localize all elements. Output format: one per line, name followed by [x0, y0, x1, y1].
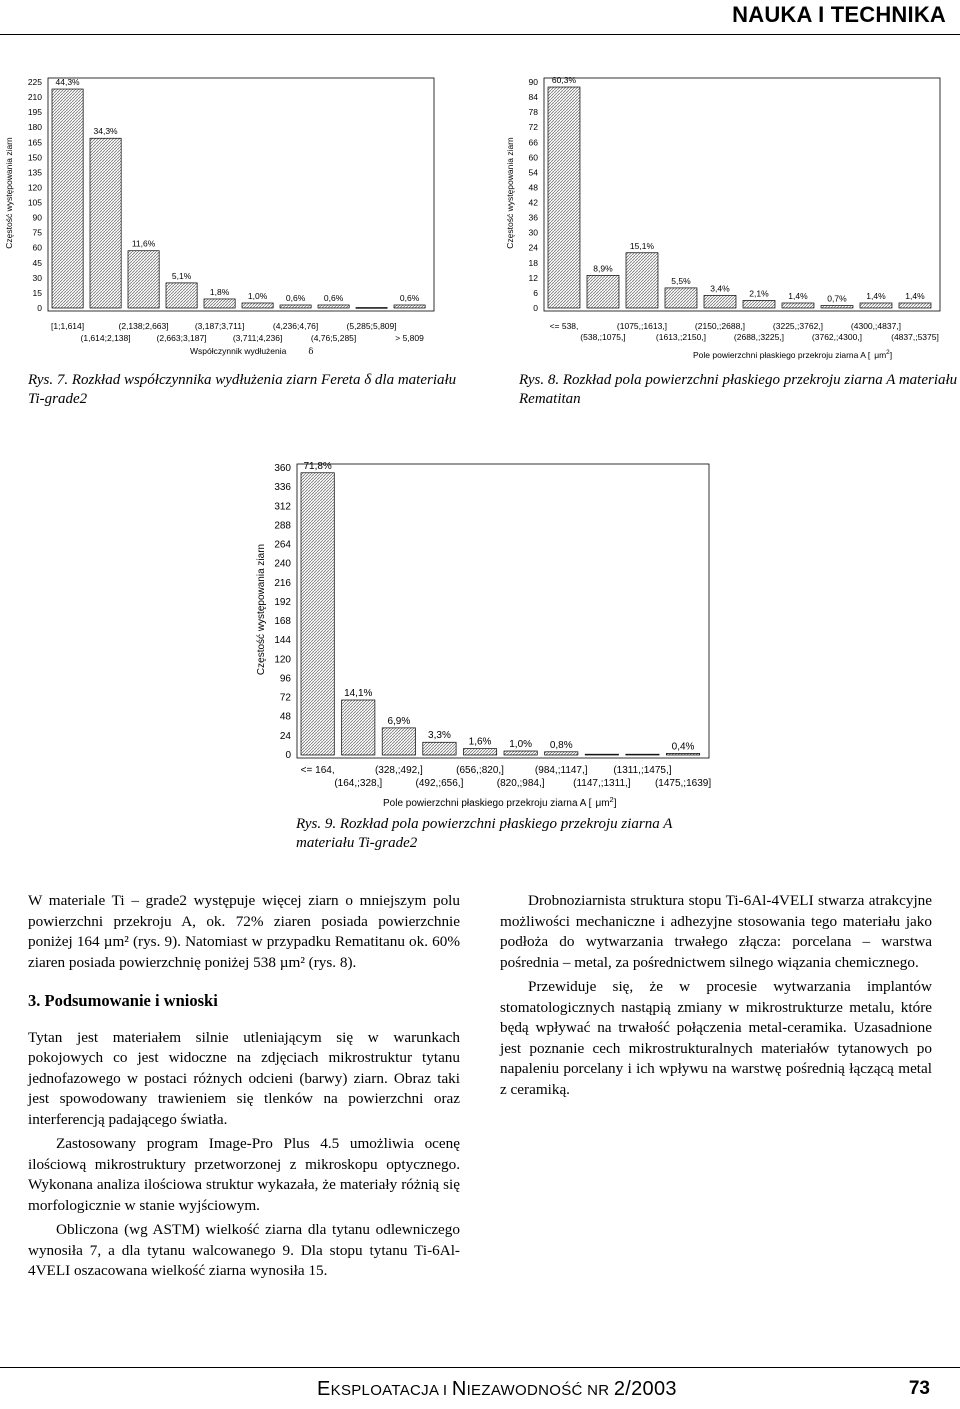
data-label: 5,5% — [671, 275, 691, 286]
bar — [280, 305, 311, 308]
y-tick-label: 54 — [528, 167, 538, 178]
data-label: 1,0% — [247, 290, 268, 301]
y-tick-label: 195 — [27, 107, 42, 118]
y-tick-label: 96 — [279, 673, 291, 685]
paragraph-structure: Drobnoziarnista struktura stopu Ti-6Al-4VELI stwarza atrakcyjne możliwości mechaniczne i adhezyjne stosowania tego materiału jako podłoża do wytwarzania trwałego złącza: porcelana – warstwa pośrednia – metal, za pośrednictwem silnego wiązania chemicznego. — [500, 892, 932, 971]
data-label: 34,3% — [93, 126, 118, 137]
section-heading: 3. Podsumowanie i wnioski — [28, 991, 218, 1010]
data-label: 2,1% — [749, 288, 769, 299]
y-axis-label: Częstość występowania ziarn — [505, 137, 515, 249]
y-tick-label: 75 — [32, 227, 42, 238]
y-tick-label: 6 — [533, 287, 538, 298]
x-tick-label: (1147,;1311,] — [573, 778, 631, 789]
bar — [626, 253, 658, 308]
bar — [899, 303, 931, 308]
caption-fig7: Rys. 7. Rozkład współczynnika wydłużenia ziarn Fereta δ dla materiału Ti-grade2 — [28, 372, 457, 407]
data-label: 6,9% — [387, 715, 411, 727]
bar — [665, 288, 697, 308]
data-label: 0,6% — [399, 292, 420, 303]
y-tick-label: 90 — [528, 77, 538, 87]
bar — [463, 749, 496, 755]
data-label: 71,8% — [303, 460, 332, 472]
data-label: 1,8% — [209, 286, 230, 297]
y-tick-label: 84 — [528, 92, 538, 103]
data-label: 1,4% — [866, 290, 886, 301]
data-label: 44,3% — [55, 77, 80, 88]
y-tick-label: 150 — [27, 152, 42, 163]
right-column — [500, 891, 932, 1100]
y-tick-label: 48 — [279, 711, 291, 723]
y-tick-label: 288 — [274, 520, 291, 532]
bar — [704, 295, 736, 308]
x-tick-label: (1075,;1613,] — [616, 321, 668, 331]
y-tick-label: 18 — [528, 257, 538, 268]
y-tick-label: 360 — [274, 463, 291, 474]
data-label: 3,3% — [428, 730, 451, 742]
page-number: 73 — [908, 1378, 930, 1399]
y-tick-label: 210 — [27, 92, 42, 103]
x-tick-label: (328,;492,] — [374, 765, 423, 776]
bar — [301, 473, 334, 755]
y-tick-label: 15 — [32, 287, 42, 298]
data-label: 3,4% — [710, 283, 730, 294]
bar — [204, 299, 235, 308]
y-tick-label: 192 — [274, 596, 291, 608]
x-tick-label: (1475,;1639] — [654, 778, 712, 789]
y-tick-label: 30 — [528, 227, 538, 238]
x-tick-label: (1613,;2150,] — [655, 332, 707, 342]
data-label: 0,8% — [549, 739, 573, 751]
x-tick-label: (3,187;3,711] — [194, 321, 245, 331]
paragraph-oxidation: Tytan jest materiałem silnie utleniającym się w warunkach pokojowych co jest widoczne na zdjęciach mikrostruktur tytanu jednofazowego w postaci różnych odcieni (barwy) ziarn. Obraz taki jest spowodowany trawieniem się tlenków na powierzchni oraz interferencją padającego światła. — [28, 1028, 460, 1128]
x-axis-label: Pole powierzchni płaskiego przekroju ziarna A [ $\mu m^2$] — [383, 795, 617, 809]
bar — [423, 742, 456, 755]
chart-fig7 — [0, 72, 460, 372]
y-tick-label: 216 — [274, 577, 291, 589]
bar — [90, 138, 121, 308]
x-tick-label: <= 538, — [549, 321, 579, 331]
y-tick-label: 144 — [274, 635, 291, 647]
bar — [548, 87, 580, 308]
data-label: 1,4% — [905, 290, 925, 301]
bar — [318, 305, 349, 308]
y-tick-label: 0 — [37, 303, 42, 313]
x-tick-label: (1,614;2,138] — [80, 333, 131, 343]
y-tick-label: 60 — [528, 152, 538, 163]
y-tick-label: 78 — [528, 107, 538, 118]
y-tick-label: 48 — [528, 182, 538, 193]
y-tick-label: 12 — [528, 272, 538, 283]
y-tick-label: 60 — [32, 242, 42, 253]
x-tick-label: <= 164, — [300, 765, 335, 776]
x-tick-label: (3,711;4,236] — [232, 333, 283, 343]
y-tick-label: 66 — [528, 137, 538, 148]
x-tick-label: (4,236;4,76] — [272, 321, 319, 331]
x-tick-label: (2,138;2,663] — [118, 321, 169, 331]
chart-fig8 — [497, 72, 960, 372]
y-tick-label: 336 — [274, 482, 291, 494]
x-tick-label: (1311,;1475,] — [613, 765, 672, 776]
x-tick-label: (538,;1075,] — [580, 332, 626, 342]
y-tick-label: 264 — [274, 539, 291, 551]
bar — [585, 754, 618, 755]
data-label: 11,6% — [131, 238, 156, 249]
y-tick-label: 24 — [279, 730, 291, 742]
paragraph-software: Zastosowany program Image-Pro Plus 4.5 umożliwia ocenę ilościową mikrostruktury przetworzonej z mikroskopu optycznego. Wykonana analiza ilościowa struktur wykazała, że materiały różnią się morfologicznie w stanie wyjściowym. — [28, 1135, 460, 1214]
x-tick-label: (492,;656,] — [415, 778, 464, 789]
bar — [356, 307, 387, 308]
bar — [394, 305, 425, 308]
y-tick-label: 225 — [27, 77, 42, 87]
x-tick-label: (656,;820,] — [456, 765, 504, 776]
bar — [545, 752, 578, 755]
header-rule — [0, 34, 960, 35]
section-title: NAUKA I TECHNIKA — [732, 2, 946, 27]
x-tick-label: (4300,;4837,] — [850, 321, 902, 331]
y-tick-label: 135 — [27, 167, 42, 178]
y-tick-label: 45 — [32, 257, 42, 268]
left-column — [28, 891, 460, 1282]
y-axis-label: Częstość występowania ziarn — [4, 137, 14, 249]
y-tick-label: 42 — [528, 197, 538, 208]
x-tick-label: (2688,;3225,] — [733, 332, 785, 342]
data-label: 0,7% — [827, 293, 847, 304]
y-tick-label: 120 — [274, 654, 291, 666]
y-tick-label: 0 — [285, 750, 291, 761]
data-label: 60,3% — [551, 75, 577, 86]
data-label: 14,1% — [344, 687, 373, 699]
y-tick-label: 30 — [32, 272, 42, 283]
bar — [587, 275, 619, 308]
data-label: 0,6% — [323, 292, 344, 303]
x-tick-label: (4,76;5,285] — [310, 333, 357, 343]
y-tick-label: 165 — [27, 137, 42, 148]
footer-rule — [0, 1367, 960, 1368]
bar — [52, 89, 83, 308]
y-tick-label: 24 — [528, 242, 538, 253]
y-tick-label: 0 — [533, 303, 538, 313]
x-axis-label: Współczynnik wydłużenia δ — [190, 346, 314, 357]
data-label: 8,9% — [593, 263, 613, 274]
data-label: 1,4% — [788, 290, 808, 301]
chart-fig9 — [248, 450, 718, 815]
bar — [666, 753, 699, 755]
data-label: 5,1% — [171, 270, 192, 281]
x-tick-label: (820,;984,] — [496, 778, 545, 789]
bar — [242, 303, 273, 308]
x-axis-label: Pole powierzchni płaskiego przekroju ziarna A [ $\mu m^2$] — [693, 349, 893, 360]
paragraph-results: W materiale Ti – grade2 występuje więcej ziarn o mniejszym polu powierzchni przekroju A, ok. 72% ziaren posiada powierzchnie poniżej 164 µm² (rys. 9). Natomiast w przypadku Rematitanu ok. 60% ziaren posiada powierzchnię poniżej 538 µm² (rys. 8). — [28, 892, 460, 971]
x-tick-label: (984,;1147,] — [534, 765, 588, 776]
bar — [860, 303, 892, 308]
paragraph-forecast: Przewiduje się, że w procesie wytwarzania implantów stomatologicznych nastąpią zmiany w mikrostrukturze metalu, które będą wpływać na trwałość połączenia metal-ceramika. Uzasadnione jest poznanie cech mikrostrukturalnych materiałów tytanowych po napaleniu porcelany i ich wpływu na warstwę pośrednią łączącą metal z ceramiką. — [500, 978, 932, 1098]
bar — [128, 251, 159, 308]
data-label: 0,4% — [671, 741, 695, 753]
x-tick-label: (164,;328,] — [334, 778, 383, 789]
data-label: 1,0% — [509, 739, 533, 751]
y-tick-label: 180 — [27, 122, 42, 133]
bar — [504, 751, 537, 755]
data-label: 1,6% — [468, 736, 492, 748]
y-tick-label: 72 — [279, 692, 291, 704]
bar — [821, 305, 853, 308]
page-header — [0, 0, 960, 34]
bar — [342, 700, 375, 755]
bar — [743, 300, 775, 308]
data-label: 15,1% — [629, 240, 655, 251]
y-tick-label: 36 — [528, 212, 538, 223]
caption-fig8: Rys. 8. Rozkład pola powierzchni płaskiego przekroju ziarna A materiału Rematitan — [519, 372, 958, 407]
y-tick-label: 312 — [274, 501, 291, 513]
bar — [382, 728, 415, 755]
x-tick-label: (3762,;4300,] — [811, 332, 863, 342]
x-tick-label: (2,663;3,187] — [156, 333, 207, 343]
caption-fig9: Rys. 9. Rozkład pola powierzchni płaskiego przekroju ziarna A materiału Ti-grade2 — [296, 816, 673, 851]
y-axis-label: Częstość występowania ziarn — [256, 543, 267, 676]
x-tick-label: (4837,;5375] — [891, 332, 939, 342]
y-tick-label: 105 — [27, 197, 42, 208]
x-tick-label: > 5,809 — [395, 333, 424, 343]
x-tick-label: (5,285;5,809] — [346, 321, 397, 331]
y-tick-label: 90 — [32, 212, 42, 223]
y-tick-label: 168 — [274, 616, 291, 628]
y-tick-label: 120 — [27, 182, 42, 193]
bar — [782, 303, 814, 308]
y-tick-label: 72 — [528, 122, 538, 133]
y-tick-label: 240 — [274, 558, 291, 570]
journal-name: EKSPLOATACJA I NIEZAWODNOŚĆ NR 2/2003 — [317, 1378, 677, 1400]
data-label: 0,6% — [285, 292, 306, 303]
x-tick-label: (3225,;3762,] — [772, 321, 824, 331]
bar — [626, 754, 659, 755]
bar — [166, 283, 197, 308]
x-tick-label: (2150,;2688,] — [694, 321, 746, 331]
x-tick-label: [1;1,614] — [51, 321, 85, 331]
paragraph-grain-size: Obliczona (wg ASTM) wielkość ziarna dla tytanu odlewniczego wynosiła 7, a dla tytanu walcowanego 9. Dla stopu tytanu Ti-6Al-4VELI oszacowana wielkość ziarna wynosiła 15. — [28, 1221, 460, 1279]
